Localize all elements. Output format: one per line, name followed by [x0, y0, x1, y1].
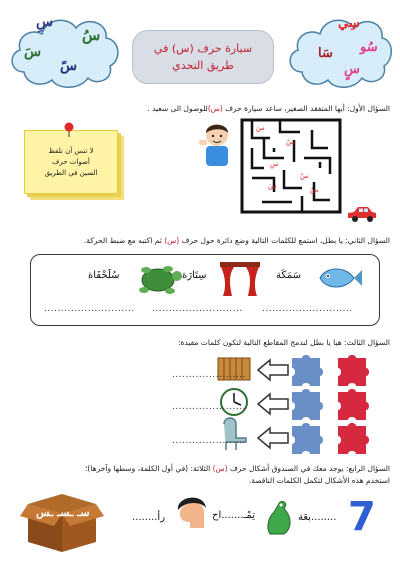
svg-text:سُ: سُ	[310, 186, 319, 194]
number-seven: 7	[348, 494, 376, 540]
boy-icon	[198, 118, 236, 168]
cloud-letter: سَا	[318, 46, 333, 61]
q3-answer-line: ......................	[172, 436, 246, 446]
note-line-2: أصوات حرف	[52, 157, 90, 166]
reminder-note	[24, 130, 118, 194]
q2-word-curtain: سِتَارَة	[182, 270, 207, 281]
q2-answer-line: ...........................	[262, 304, 353, 314]
title-line-1: سيارة حرف (س) في	[153, 42, 253, 55]
crocodile-icon	[262, 498, 298, 536]
q3-answer-line: ......................	[172, 370, 246, 380]
q2-word-tortoise: سُلَحْفَاة	[88, 270, 120, 281]
title-line-2: طريق التحدي	[172, 59, 234, 72]
q4-word-seven: ........بعَة	[298, 512, 337, 523]
cloud-letter: سً	[60, 58, 78, 74]
cloud-letter: سِي	[338, 16, 360, 31]
fish-icon	[316, 262, 362, 294]
curtain-icon	[218, 260, 262, 298]
maze	[240, 118, 342, 214]
svg-text:سٌ: سٌ	[300, 172, 309, 180]
box-letters: سـ ـسـ ـس	[36, 506, 90, 519]
question-4-line-2: استخدم هذه الأشكال لتكمل الكلمات الناقصة.	[248, 476, 390, 485]
q2-word-fish: سَمَكَة	[276, 270, 302, 281]
cloud-letter: سِ	[36, 14, 54, 30]
pin-icon	[62, 122, 76, 138]
q2-answer-line: ...........................	[152, 304, 243, 314]
q4-word-head: رأ........	[132, 512, 166, 523]
q4-word-crocodile: تِمْـ.......اح	[212, 510, 255, 521]
question-1: السؤال الأول: أيها المتفقد الصغير، ساعد سيارة حرف (س)للوصول الى سعيد .	[147, 104, 390, 113]
svg-text:سَ: سَ	[256, 124, 265, 132]
cloud-letter: سٍ	[344, 62, 360, 77]
head-icon	[174, 492, 210, 532]
note-line-3: السين في الطريق	[44, 168, 98, 177]
note-line-1: لا تنس أن تلفظ	[48, 146, 94, 155]
car-icon	[346, 204, 378, 224]
letter-box-icon	[20, 486, 104, 556]
turtle-icon	[134, 260, 184, 298]
q2-answer-line: ...........................	[44, 304, 135, 314]
svg-text:سَ: سَ	[268, 182, 277, 190]
cloud-letter: سَ	[24, 44, 42, 60]
question-2: السؤال الثاني: يا بطل، استمع للكلمات التالية وضع دائرة حول حرف (س) ثم اكتبه مع ضبط الحركة.	[83, 236, 390, 245]
title-box	[132, 30, 274, 84]
cloud-letter: سُو	[360, 40, 378, 55]
svg-text:سُ: سُ	[286, 138, 295, 146]
svg-text:سِ: سِ	[270, 160, 279, 168]
question-3: السؤال الثالث: هيا يا بطل لندمج المقاطع التالية لتكون كلمات مفيدة:	[177, 338, 390, 347]
q3-answer-line: ......................	[172, 402, 246, 412]
cloud-letter: سُ	[82, 26, 101, 44]
question-4-line-1: السؤال الرابع: يوجد معك في الصندوق أشكال حرف (س) الثلاثة: (في أول الكلمة، وسطها وآخرها)؛	[85, 464, 390, 473]
